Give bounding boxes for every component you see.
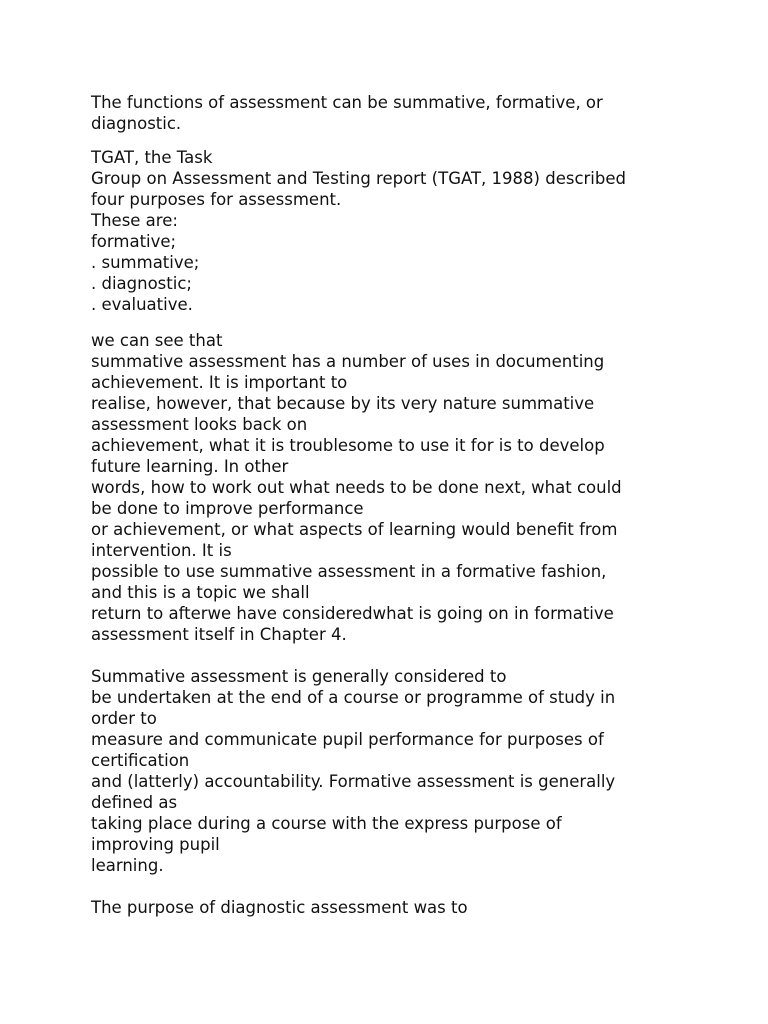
text-line: measure and communicate pupil performance for purposes of: [91, 730, 604, 749]
text-line: and (latterly) accountability. Formative assessment is generally: [91, 772, 616, 791]
text-line: possible to use summative assessment in a formative fashion,: [91, 562, 607, 581]
text-line: diagnostic.: [91, 114, 182, 133]
paragraph-summative-uses: [91, 330, 741, 645]
text-line: be done to improve performance: [91, 499, 364, 518]
text-line: certification: [91, 751, 190, 770]
text-line: four purposes for assessment.: [91, 190, 342, 209]
text-line: improving pupil: [91, 835, 220, 854]
text-line: future learning. In other: [91, 457, 289, 476]
text-line: realise, however, that because by its very nature summative: [91, 394, 595, 413]
text-line: or achievement, or what aspects of learning would benefit from: [91, 520, 618, 539]
paragraph-intro: [91, 92, 741, 134]
text-line: TGAT, the Task: [91, 148, 213, 167]
paragraph-tgat: [91, 147, 741, 315]
text-line: assessment looks back on: [91, 415, 308, 434]
text-line: The functions of assessment can be summative, formative, or: [91, 93, 603, 112]
document-page: [91, 92, 741, 918]
text-line: achievement. It is important to: [91, 373, 348, 392]
list-item: formative;: [91, 232, 177, 251]
paragraph-diagnostic: [91, 897, 741, 918]
text-line: learning.: [91, 856, 164, 875]
list-item: . summative;: [91, 253, 200, 272]
list-item: . diagnostic;: [91, 274, 192, 293]
paragraph-definitions: [91, 666, 741, 876]
text-line: Group on Assessment and Testing report (TGAT, 1988) described: [91, 169, 626, 188]
text-line: words, how to work out what needs to be done next, what could: [91, 478, 622, 497]
text-line: order to: [91, 709, 157, 728]
text-line: defined as: [91, 793, 178, 812]
text-line: summative assessment has a number of uses in documenting: [91, 352, 605, 371]
text-line: These are:: [91, 211, 178, 230]
text-line: assessment itself in Chapter 4.: [91, 625, 347, 644]
text-line: Summative assessment is generally considered to: [91, 667, 507, 686]
text-line: and this is a topic we shall: [91, 583, 310, 602]
text-line: taking place during a course with the express purpose of: [91, 814, 562, 833]
text-line: The purpose of diagnostic assessment was to: [91, 898, 468, 917]
text-line: return to afterwe have consideredwhat is going on in formative: [91, 604, 614, 623]
text-line: be undertaken at the end of a course or programme of study in: [91, 688, 616, 707]
text-line: we can see that: [91, 331, 223, 350]
text-line: achievement, what it is troublesome to use it for is to develop: [91, 436, 605, 455]
list-item: . evaluative.: [91, 295, 193, 314]
text-line: intervention. It is: [91, 541, 232, 560]
